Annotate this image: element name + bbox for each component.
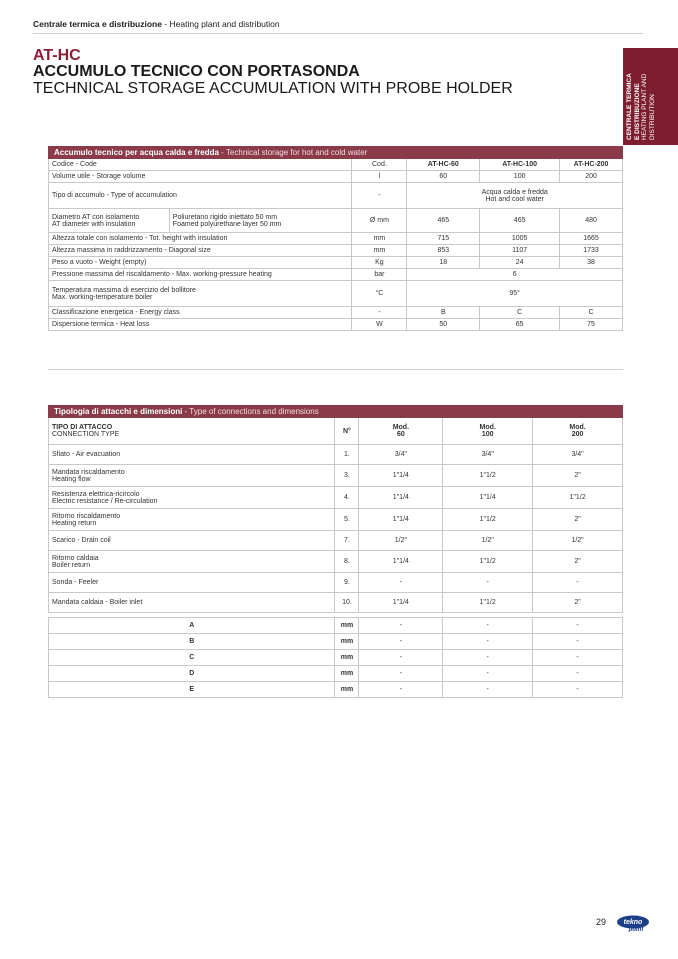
- section-side-tab[interactable]: [623, 48, 678, 145]
- table-row: E mm - - -: [49, 682, 623, 698]
- side-tab-line-1: CENTRALE TERMICA: [626, 73, 633, 140]
- product-code-title: AT-HC: [33, 47, 81, 64]
- page-number: 29: [596, 917, 607, 927]
- logo-text-top: tekno: [623, 919, 643, 926]
- technical-data-table: [48, 146, 623, 331]
- table-row: Classificazione energetica - Energy class - B C C: [49, 307, 623, 319]
- product-title-english: TECHNICAL STORAGE ACCUMULATION WITH PROBE HOLDER: [33, 80, 513, 97]
- section-divider: [48, 369, 623, 370]
- table-row: Ritorno caldaia Boiler return 8. 1"1/4 1"1/2 2": [49, 551, 623, 573]
- logo-text-bottom: point: [628, 927, 644, 932]
- table-row: Sonda - Feeler 9. - - -: [49, 573, 623, 593]
- table-row: Altezza totale con isolamento - Tot. height with insulation mm 715 1005 1665: [49, 233, 623, 245]
- side-tab-line-2: E DISTRIBUZIONE: [633, 83, 641, 140]
- table-row: Pressione massima del riscaldamento - Max. working-pressure heating bar 6: [49, 269, 623, 281]
- table-row: B mm - - -: [49, 634, 623, 650]
- table-row: Volume utile - Storage volume l 60 100 200: [49, 171, 623, 183]
- section-header: Centrale termica e distribuzione - Heating plant and distribution: [33, 19, 280, 29]
- table-row: C mm - - -: [49, 650, 623, 666]
- table-row: Mandata riscaldamento Heating flow 3. 1"1/4 1"1/2 2": [49, 465, 623, 487]
- table-row: Scarico - Drain coil 7. 1/2" 1/2" 1/2": [49, 531, 623, 551]
- side-tab-line-3: HEATING PLANT AND: [641, 73, 648, 140]
- table-row: Ritorno riscaldamento Heating return 5. 1"1/4 1"1/2 2": [49, 509, 623, 531]
- table-row: Temperatura massima di esercizio del bollitore Max. working-temperature boiler °C 95°: [49, 281, 623, 307]
- product-title-italian: ACCUMULO TECNICO CON PORTASONDA: [33, 63, 360, 80]
- side-tab-line-4: DISTRIBUTION: [648, 94, 656, 140]
- tekno-point-logo: [616, 914, 650, 932]
- table-row: Diametro AT con isolamento AT diameter with insulation Poliuretano rigido iniettato 50 mm Foamed polyurethane layer 50 mm Ø mm 465 465 480: [49, 209, 623, 233]
- table-row: Codice - Code Cod. AT-HC-60 AT-HC-100 AT-HC-200: [49, 159, 623, 171]
- table-row: Mandata caldaia - Boiler inlet 10. 1"1/4 1"1/2 2": [49, 593, 623, 613]
- connections-table-caption: Tipologia di attacchi e dimensioni - Type of connections and dimensions: [49, 406, 623, 418]
- table-row: Altezza massima in raddrizzamento - Diagonal size mm 853 1107 1733: [49, 245, 623, 257]
- table-header-row: TIPO DI ATTACCO CONNECTION TYPE N° Mod. 60 Mod. 100 Mod. 200: [49, 418, 623, 445]
- table-row: A mm - - -: [49, 618, 623, 634]
- technical-table-caption: Accumulo tecnico per acqua calda e fredda - Technical storage for hot and cold water: [49, 147, 623, 159]
- table-row: Peso a vuoto - Weight (empty) Kg 18 24 38: [49, 257, 623, 269]
- table-row: Resistenza elettrica-ricircolo Electric resistance / Re-circulation 4. 1"1/4 1"1/4 1"1/2: [49, 487, 623, 509]
- table-row: D mm - - -: [49, 666, 623, 682]
- dimensions-table: [48, 617, 623, 698]
- header-divider: [33, 33, 643, 34]
- table-row: Sfiato - Air evacuation 1. 3/4" 3/4" 3/4": [49, 445, 623, 465]
- table-row: Dispersione termica - Heat loss W 50 65 75: [49, 319, 623, 331]
- table-row: Tipo di accumulo - Type of accumulation - Acqua calda e fredda Hot and cool water: [49, 183, 623, 209]
- connections-table: [48, 405, 623, 613]
